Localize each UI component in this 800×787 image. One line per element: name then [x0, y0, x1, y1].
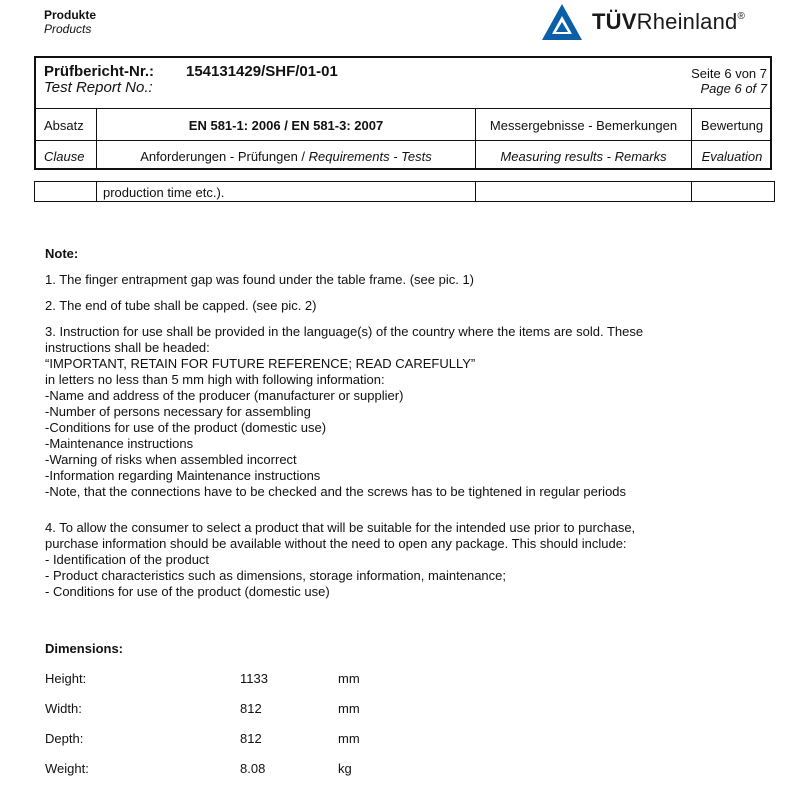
dimension-label: Height: [45, 671, 87, 686]
standard-reference: EN 581-1: 2006 / EN 581-3: 2007 [188, 118, 384, 133]
clause-label-de: Absatz [44, 118, 84, 133]
evaluation-label-de: Bewertung [700, 118, 764, 133]
note-item-3-line: -Maintenance instructions [45, 436, 194, 451]
note-item-3 [45, 324, 643, 500]
logo-brand-bold: TÜV [592, 9, 637, 34]
note-item-3-line: -Information regarding Maintenance instructions [45, 468, 321, 483]
results-label-de: Messergebnisse - Bemerkungen [489, 118, 678, 133]
note-item-4-line: - Conditions for use of the product (domestic use) [45, 584, 330, 599]
clause-label-en: Clause [44, 149, 85, 164]
tuv-logo-text [592, 9, 745, 35]
page-info-en: Page 6 of 7 [700, 81, 767, 96]
report-number: 154131429/SHF/01-01 [186, 63, 338, 80]
dimension-unit: mm [338, 701, 360, 716]
page-info [691, 66, 767, 96]
note-item-3-line: -Number of persons necessary for assembling [45, 404, 311, 419]
dimension-label: Depth: [45, 731, 84, 746]
note-item-3-line: -Warning of risks when assembled incorrect [45, 452, 297, 467]
note-item-1: 1. The finger entrapment gap was found under the table frame. (see pic. 1) [45, 272, 475, 287]
dimension-label: Weight: [45, 761, 89, 776]
dimension-value: 8.08 [240, 761, 266, 776]
dimension-unit: mm [338, 731, 360, 746]
note-item-3-line: -Name and address of the producer (manufacturer or supplier) [45, 388, 404, 403]
continuation-text: production time etc.). [103, 185, 225, 200]
dimension-unit: mm [338, 671, 360, 686]
dimension-unit: kg [338, 761, 352, 776]
report-label-en: Test Report No.: [44, 79, 153, 96]
dimension-value: 812 [240, 701, 262, 716]
note-item-4-line: - Identification of the product [45, 552, 210, 567]
note-item-4 [45, 520, 635, 600]
tuv-logo [540, 2, 745, 42]
note-item-3-line: “IMPORTANT, RETAIN FOR FUTURE REFERENCE; READ CAREFULLY” [45, 356, 476, 371]
report-label-de: Prüfbericht-Nr.: [44, 63, 155, 80]
dimension-value: 1133 [240, 671, 268, 686]
requirements-label-en: Requirements - Tests [308, 149, 432, 164]
logo-registered-mark: ® [737, 11, 746, 22]
note-heading: Note: [45, 246, 79, 261]
continuation-divider-3 [691, 181, 692, 202]
page-category [44, 8, 96, 36]
category-de: Produkte [44, 8, 97, 22]
report-number-label [44, 64, 154, 96]
dimension-label: Width: [45, 701, 82, 716]
dimensions-heading: Dimensions: [45, 641, 124, 656]
requirements-label-de: Anforderungen - Prüfungen / [140, 149, 306, 164]
note-item-3-line: -Note, that the connections have to be checked and the screws has to be tightened in regular periods [45, 484, 627, 499]
logo-brand-regular: Rheinland [636, 9, 738, 34]
table-divider-middle [35, 140, 771, 141]
page-info-de: Seite 6 von 7 [691, 66, 767, 81]
note-item-3-line: -Conditions for use of the product (domestic use) [45, 420, 327, 435]
note-item-2: 2. The end of tube shall be capped. (see pic. 2) [45, 298, 317, 313]
continuation-divider-2 [475, 181, 476, 202]
continuation-divider-1 [96, 181, 97, 202]
results-label-en: Measuring results - Remarks [500, 149, 667, 164]
note-item-4-line: - Product characteristics such as dimensions, storage information, maintenance; [45, 568, 506, 583]
dimension-value: 812 [240, 731, 262, 746]
note-item-3-line: 3. Instruction for use shall be provided in the language(s) of the country where the items are sold. These [45, 324, 644, 339]
note-item-3-line: in letters no less than 5 mm high with following information: [45, 372, 385, 387]
tuv-triangle-icon [540, 2, 584, 42]
category-en: Products [44, 22, 92, 36]
note-item-4-line: 4. To allow the consumer to select a product that will be suitable for the intended use prior to purchase, [45, 520, 636, 535]
table-divider-top [35, 108, 771, 109]
evaluation-label-en: Evaluation [701, 149, 763, 164]
requirements-label [97, 149, 475, 164]
note-item-3-line: instructions shall be headed: [45, 340, 210, 355]
note-item-4-line: purchase information should be available without the need to open any package. This should include: [45, 536, 627, 551]
